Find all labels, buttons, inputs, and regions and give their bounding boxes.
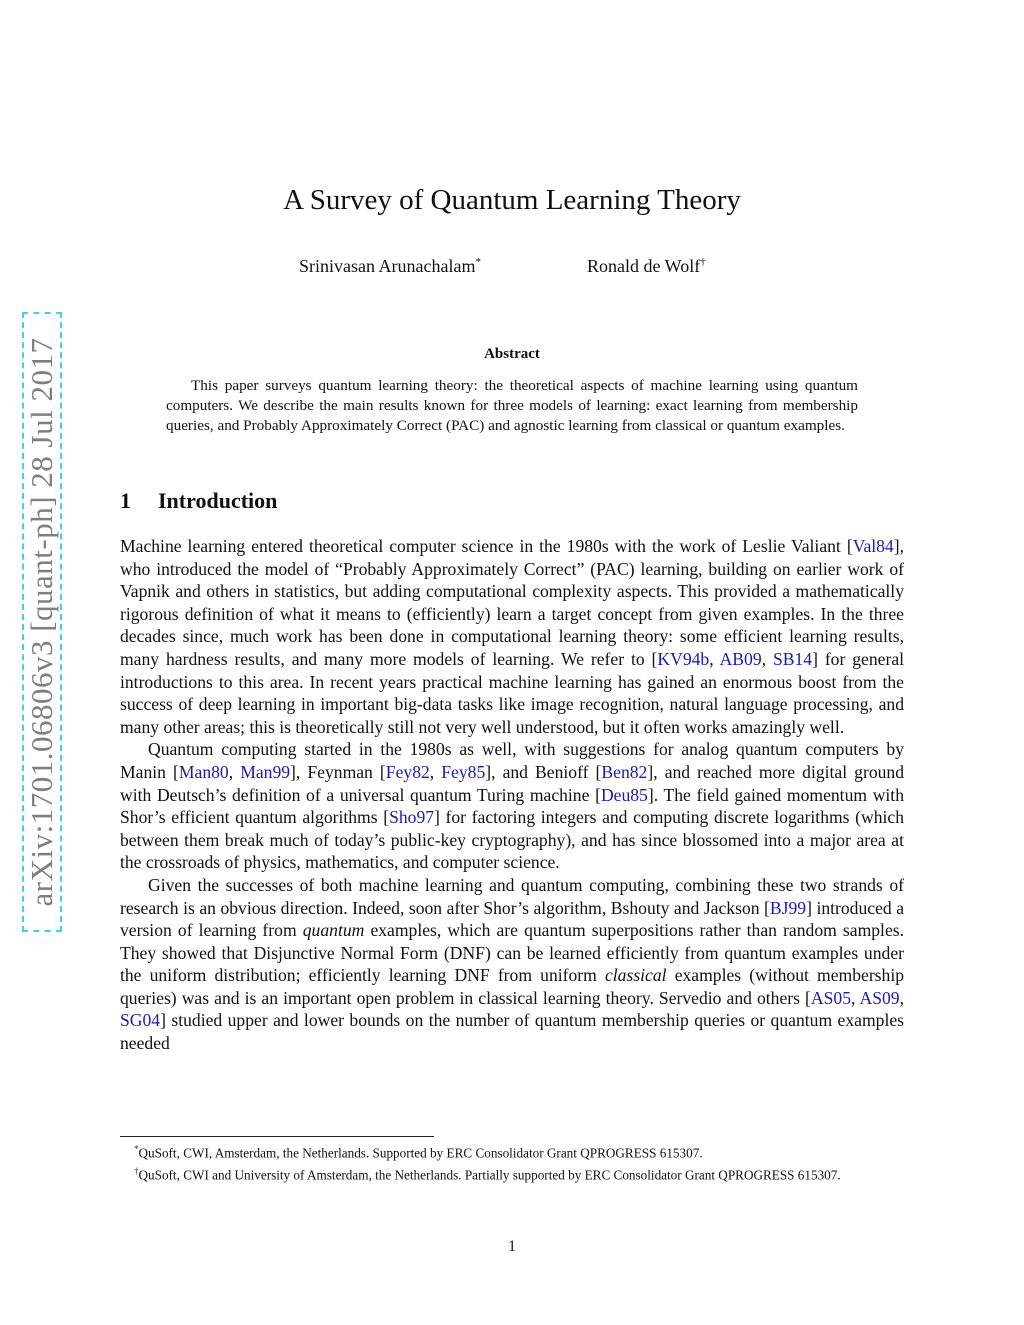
paragraph-2	[120, 738, 904, 874]
section-title: Introduction	[158, 488, 278, 513]
p3-text-c: examples, which are quantum superpositions rather than random samples. They showed that Disjunctive Normal Form (DNF) can be learned efficiently from quantum examples under the uniform distribution; efficiently learning DNF from uniform	[120, 920, 904, 986]
page-number: 1	[508, 1238, 516, 1255]
p2-text-c: ], and Benioff [	[485, 761, 602, 782]
section-heading	[120, 488, 277, 514]
citation-link[interactable]: Fey85	[441, 761, 486, 782]
section-number: 1	[120, 488, 131, 513]
paragraph-3	[120, 874, 904, 1055]
citation-link[interactable]: BJ99	[769, 897, 807, 918]
p3-emphasis-2: classical	[604, 965, 667, 986]
p2-text-d: ], and reached more digital ground with Deutsch’s definition of a universal quantum Turing machine [	[120, 761, 905, 805]
author-2-name: Ronald de Wolf	[587, 256, 701, 276]
citation-link[interactable]: AS09	[859, 987, 900, 1008]
p3-text-b: ] introduced a version of learning from	[120, 897, 905, 941]
abstract-text: This paper surveys quantum learning theory: the theoretical aspects of machine learning using quantum computers. We describe the main results known for three models of learning: exact learning from membership queries, and Probably Approximately Correct (PAC) and agnostic learning from classical or quantum examples.	[166, 377, 858, 434]
author-1-mark: *	[475, 256, 481, 268]
citation-link[interactable]: Ben82	[601, 761, 648, 782]
p2-text-f: ] for factoring integers and computing discrete logarithms (which between them break much of today’s public-key cryptography), and has since blossomed into a major area at the crossroads of physics, mathematics, and computer science.	[120, 807, 904, 873]
footnote-2	[120, 1162, 904, 1184]
p1-text-a: Machine learning entered theoretical computer science in the 1980s with the work of Leslie Valiant [	[120, 536, 853, 556]
author-2	[587, 256, 706, 277]
citation-link[interactable]: Deu85	[600, 784, 648, 805]
citation-link[interactable]: SB14	[772, 648, 813, 669]
p3-emphasis-1: quantum	[302, 920, 365, 941]
citation-link[interactable]: Sho97	[389, 807, 435, 828]
p2-text-a: Quantum computing started in the 1980s as well, with suggestions for analog quantum computers by Manin [	[120, 739, 904, 782]
p1-sep-2: ,	[761, 648, 773, 669]
citation-link[interactable]: AB09	[719, 648, 762, 669]
footnote-2-mark: †	[134, 1166, 139, 1177]
p3-sep-2: ,	[899, 987, 904, 1008]
p3-text-a: Given the successes of both machine learning and quantum computing, combining these two strands of research is an obvious direction. Indeed, soon after Shor’s algorithm, Bshouty and Jackson [	[120, 874, 904, 918]
footnote-2-text: QuSoft, CWI and University of Amsterdam, the Netherlands. Partially supported by ERC Consolidator Grant QPROGRESS 615307.	[138, 1167, 841, 1183]
citation-link[interactable]: KV94b	[657, 648, 710, 669]
p3-sep-1: ,	[851, 987, 860, 1008]
p2-text-e: ]. The field gained momentum with Shor’s efficient quantum algorithms [	[120, 784, 904, 828]
citation-link[interactable]: SG04	[120, 1010, 161, 1031]
arxiv-stamp: arXiv:1701.06806v3 [quant-ph] 28 Jul 2017	[24, 337, 59, 907]
footnote-rule	[120, 1136, 434, 1137]
citation-link[interactable]: Val84	[852, 536, 894, 556]
p1-sep-1: ,	[709, 648, 720, 669]
paper-title: A Survey of Quantum Learning Theory	[283, 184, 741, 216]
author-2-mark: †	[700, 256, 706, 268]
p2-text-b: ], Feynman [	[290, 761, 386, 782]
footnote-1-mark: *	[134, 1144, 139, 1154]
body-text	[120, 535, 904, 1055]
p3-text-e: ] studied upper and lower bounds on the number of quantum membership queries or quantum examples needed	[120, 1010, 904, 1054]
author-1-name: Srinivasan Arunachalam	[299, 256, 476, 276]
p2-sep-2: ,	[429, 761, 442, 782]
footnote-1	[120, 1140, 904, 1162]
citation-link[interactable]: Man80	[178, 761, 229, 782]
citation-link[interactable]: Fey82	[385, 761, 430, 782]
footnote-1-text: QuSoft, CWI, Amsterdam, the Netherlands. Supported by ERC Consolidator Grant QPROGRESS 615307.	[138, 1145, 703, 1161]
footnotes	[120, 1140, 904, 1185]
p2-sep-1: ,	[228, 761, 241, 782]
abstract-heading: Abstract	[484, 346, 540, 362]
p1-text-b: ], who introduced the model of “Probably Approximately Correct” (PAC) learning, building on earlier work of Vapnik and others in statistics, but adding computational complexity aspects. This provided a mathematically rigorous definition of what it means to (efficiently) learn a target concept from given examples. In the three decades since, much work has been done in computational learning theory: some efficient learning results, many hardness results, and many more models of learning. We refer to [	[120, 536, 904, 669]
p1-text-c: ] for general introductions to this area. In recent years practical machine learning has gained an enormous boost from the success of deep learning in important big-data tasks like image recognition, natural language processing, and many other areas; this is theoretically still not very well understood, but it often works amazingly well.	[120, 648, 905, 737]
citation-link[interactable]: Man99	[240, 761, 291, 782]
author-1	[299, 256, 481, 277]
paragraph-1	[120, 535, 904, 738]
p3-text-d: examples (without membership queries) was and is an important open problem in classical learning theory. Servedio and others [	[120, 965, 905, 1008]
citation-link[interactable]: AS05	[810, 987, 851, 1008]
